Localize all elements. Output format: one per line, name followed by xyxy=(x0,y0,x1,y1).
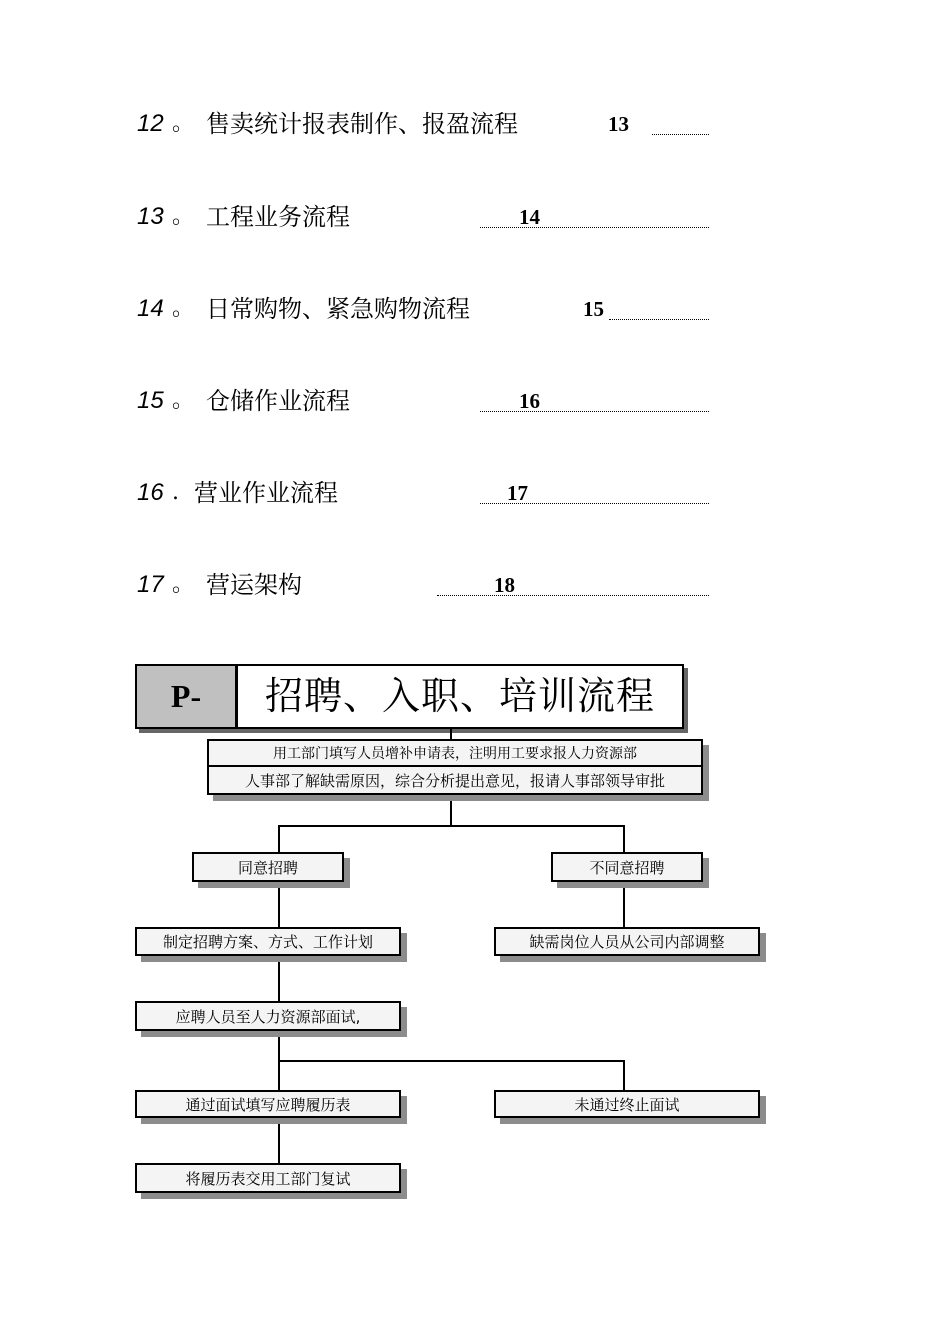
step-retest-box: 将履历表交用工部门复试 xyxy=(135,1163,401,1193)
step-approve-box: 同意招聘 xyxy=(192,852,344,882)
connector-line xyxy=(278,882,280,927)
toc-leader-dots xyxy=(480,411,709,412)
connector-line xyxy=(450,727,452,739)
toc-page-number: 16 xyxy=(519,389,540,413)
toc-title: 营业作业流程 xyxy=(194,479,338,507)
toc-number: 12 xyxy=(137,110,164,137)
flowchart-code: P- xyxy=(137,666,238,727)
toc-entry[interactable] xyxy=(0,197,950,237)
toc-number: 15 xyxy=(137,387,164,414)
step-request-box: 用工部门填写人员增补申请表，注明用工要求报人力资源部 xyxy=(207,739,703,767)
step-interview-box: 应聘人员至人力资源部面试, xyxy=(135,1001,401,1031)
toc-entry[interactable] xyxy=(0,381,950,421)
step-pass-box: 通过面试填写应聘履历表 xyxy=(135,1090,401,1118)
step-fail-box: 未通过终止面试 xyxy=(494,1090,760,1118)
toc-entry[interactable] xyxy=(0,473,950,513)
toc-leader-dots xyxy=(609,319,709,320)
toc-leader-dots xyxy=(437,595,709,596)
toc-title: 营运架构 xyxy=(206,571,302,599)
toc-leader-dots xyxy=(480,227,709,228)
flowchart-title: 招聘、入职、培训流程 xyxy=(264,674,655,718)
toc-number: 14 xyxy=(137,295,164,322)
toc-separator: 。 xyxy=(172,204,195,229)
connector-line xyxy=(623,825,625,852)
connector-line xyxy=(278,1118,280,1163)
toc-title: 售卖统计报表制作、报盈流程 xyxy=(206,110,518,138)
connector-line xyxy=(623,882,625,927)
toc-page-number: 18 xyxy=(494,573,515,597)
toc-title: 仓储作业流程 xyxy=(206,387,350,415)
connector-line xyxy=(278,825,625,827)
toc-separator: . xyxy=(172,480,179,505)
toc-title: 工程业务流程 xyxy=(206,203,350,231)
connector-line xyxy=(450,795,452,826)
step-review-box: 人事部了解缺需原因，综合分析提出意见，报请人事部领导审批 xyxy=(207,765,703,795)
step-reject-box: 不同意招聘 xyxy=(551,852,703,882)
connector-line xyxy=(278,956,280,1001)
toc-title: 日常购物、紧急购物流程 xyxy=(206,295,470,323)
toc-number: 16 xyxy=(137,479,164,506)
connector-line xyxy=(278,1060,625,1062)
toc-page-number: 17 xyxy=(507,481,528,505)
toc-entry[interactable] xyxy=(0,565,950,605)
toc-separator: 。 xyxy=(172,111,195,136)
connector-line xyxy=(623,1060,625,1090)
toc-number: 17 xyxy=(137,571,164,598)
step-internal-box: 缺需岗位人员从公司内部调整 xyxy=(494,927,760,956)
toc-separator: 。 xyxy=(172,388,195,413)
toc-entry[interactable] xyxy=(0,104,950,144)
toc-separator: 。 xyxy=(172,572,195,597)
toc-separator: 。 xyxy=(172,296,195,321)
connector-line xyxy=(278,825,280,852)
toc-page-number: 13 xyxy=(608,112,629,136)
toc-entry[interactable] xyxy=(0,289,950,329)
step-plan-box: 制定招聘方案、方式、工作计划 xyxy=(135,927,401,956)
toc-page-number: 14 xyxy=(519,205,540,229)
flowchart-banner xyxy=(135,664,684,729)
toc-number: 13 xyxy=(137,203,164,230)
toc-page-number: 15 xyxy=(583,297,604,321)
toc-leader-dots xyxy=(652,134,709,135)
